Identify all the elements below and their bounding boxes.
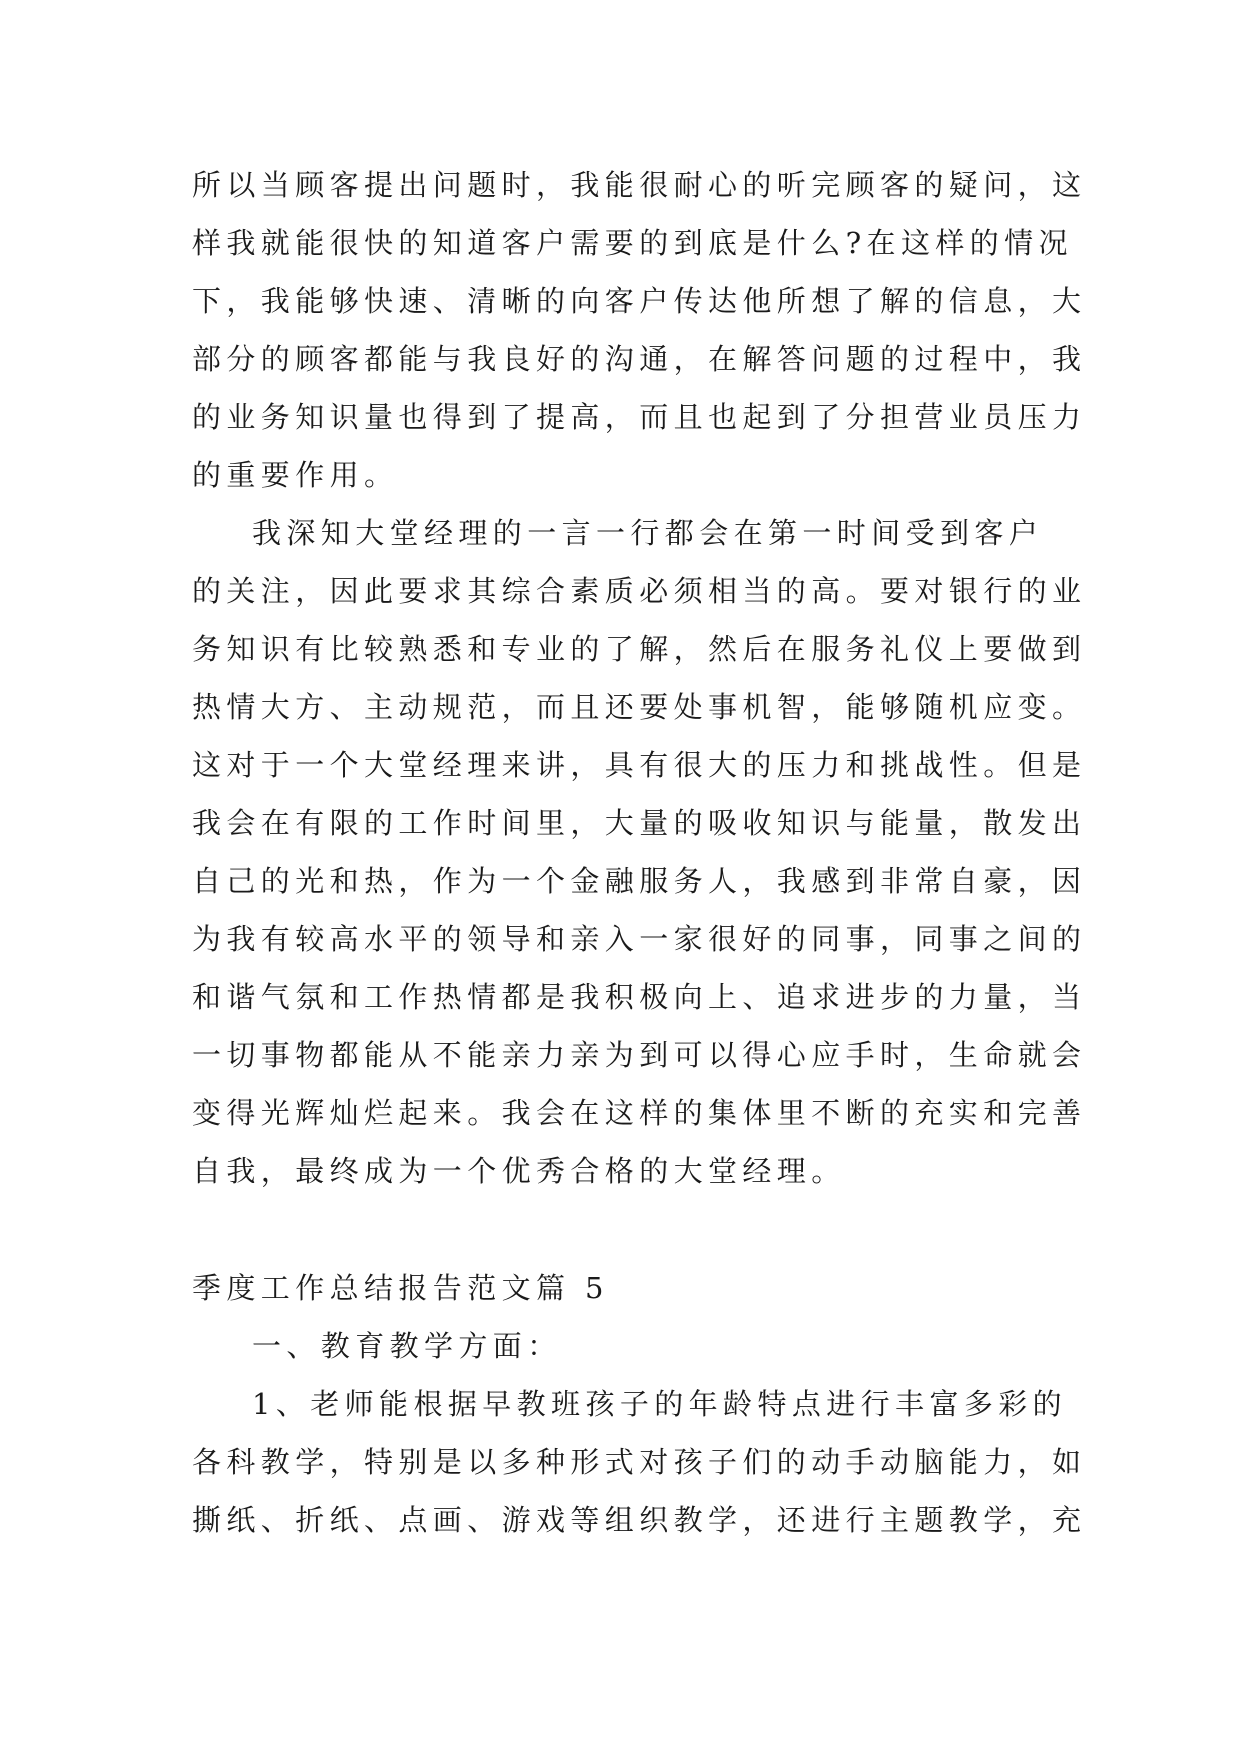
paragraph-line: 自我，最终成为一个优秀合格的大堂经理。 bbox=[192, 1154, 846, 1188]
paragraph-line: 的重要作用。 bbox=[192, 458, 399, 492]
paragraph-line: 这对于一个大堂经理来讲，具有很大的压力和挑战性。但是 bbox=[192, 748, 1087, 782]
paragraph-line: 各科教学，特别是以多种形式对孩子们的动手动脑能力，如 bbox=[192, 1445, 1087, 1479]
paragraph-line: 热情大方、主动规范，而且还要处事机智，能够随机应变。 bbox=[192, 690, 1087, 724]
paragraph-line: 部分的顾客都能与我良好的沟通，在解答问题的过程中，我 bbox=[192, 342, 1087, 376]
paragraph-line: 自己的光和热，作为一个金融服务人，我感到非常自豪，因 bbox=[192, 864, 1087, 898]
paragraph-line: 我深知大堂经理的一言一行都会在第一时间受到客户 bbox=[252, 516, 1044, 550]
paragraph-line: 我会在有限的工作时间里，大量的吸收知识与能量，散发出 bbox=[192, 806, 1087, 840]
paragraph-line: 务知识有比较熟悉和专业的了解，然后在服务礼仪上要做到 bbox=[192, 632, 1087, 666]
paragraph-line: 为我有较高水平的领导和亲入一家很好的同事，同事之间的 bbox=[192, 922, 1087, 956]
section-title: 季度工作总结报告范文篇 5 bbox=[192, 1271, 609, 1305]
paragraph-line: 的关注，因此要求其综合素质必须相当的高。要对银行的业 bbox=[192, 574, 1087, 608]
paragraph-line: 1、老师能根据早教班孩子的年龄特点进行丰富多彩的 bbox=[252, 1387, 1068, 1421]
subheading: 一、教育教学方面： bbox=[252, 1329, 562, 1363]
paragraph-line: 样我就能很快的知道客户需要的到底是什么?在这样的情况 bbox=[192, 226, 1073, 260]
paragraph-line: 所以当顾客提出问题时，我能很耐心的听完顾客的疑问，这 bbox=[192, 168, 1087, 202]
paragraph-line: 撕纸、折纸、点画、游戏等组织教学，还进行主题教学，充 bbox=[192, 1503, 1087, 1537]
paragraph-line: 一切事物都能从不能亲力亲为到可以得心应手时，生命就会 bbox=[192, 1038, 1087, 1072]
paragraph-line: 下，我能够快速、清晰的向客户传达他所想了解的信息，大 bbox=[192, 284, 1087, 318]
paragraph-line: 和谐气氛和工作热情都是我积极向上、追求进步的力量，当 bbox=[192, 980, 1087, 1014]
paragraph-line: 变得光辉灿烂起来。我会在这样的集体里不断的充实和完善 bbox=[192, 1096, 1087, 1130]
paragraph-line: 的业务知识量也得到了提高，而且也起到了分担营业员压力 bbox=[192, 400, 1087, 434]
